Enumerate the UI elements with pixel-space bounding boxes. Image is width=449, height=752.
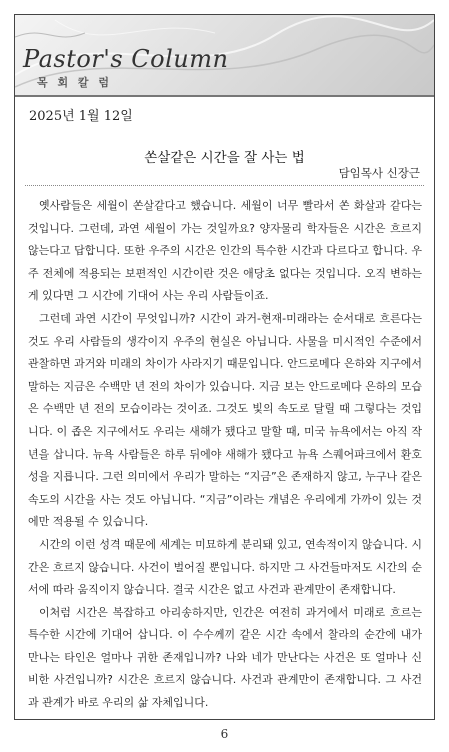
article-paragraph: 옛사람들은 세월이 쏜살같다고 했습니다. 세월이 너무 빨라서 쏜 화살과 같다는 것입니다. 그런데, 과연 세월이 가는 것일까요? 양자물리 학자들은 시간은 흐르지 않는다고 답합니다. 또한 우주의 시간은 인간의 특수한 시간과 다르다고 합니다. 우주 전체에 적용되는 보편적인 시간이란 것은 애당초 없다는 것입니다. 오직 변하는 게 있다면 그 시간에 기대어 사는 우리 사람들이죠.: [28, 199, 422, 303]
article-paragraph: 그런데 과연 시간이 무엇입니까? 시간이 과거-현재-미래라는 순서대로 흐른다는 것도 우리 사람들의 생각이지 우주의 현실은 아닙니다. 사물을 미시적인 수준에서 관찰하면 과거와 미래의 차이가 사라지기 때문입니다. 안드로메다 은하와 지구에서 말하는 지금은 수백만 년 전의 차이가 있습니다. 지금 보는 안드로메다 은하의 모습은 수백만 년 전의 모습이라는 것이죠. 그것도 빛의 속도로 달릴 때 그렇다는 것입니다. 이 좁은 지구에서도 우리는 새해가 됐다고 말할 때, 미국 뉴욕에서는 아직 작년을 삽니다. 뉴욕 사람들은 하루 뒤에야 새해가 됐다고 뉴욕 스퀘어파크에서 환호성을 지릅니다. 그런 의미에서 우리가 말하는 “지금”은 존재하지 않고, 누구나 같은 속도의 시간을 사는 것도 아닙니다. “지금”이라는 개념은 우리에게 가까이 있는 것에만 적용될 수 있습니다.: [28, 311, 422, 529]
page-number: 6: [220, 727, 229, 741]
column-frame: [14, 14, 435, 720]
article-paragraph: 이처럼 시간은 복잡하고 아리송하지만, 인간은 여전히 과거에서 미래로 흐르는 특수한 시간에 기대어 삽니다. 이 수수께끼 같은 시간 속에서 찰라의 순간에 내가 만나는 타인은 얼마나 귀한 존재입니까? 나와 네가 만난다는 사건은 또 얼마나 신비한 사건입니까? 시간은 흐르지 않습니다. 사건과 관계만이 존재합니다. 그 사건과 관계가 바로 우리의 삶 자체입니다.: [28, 605, 422, 710]
column-header: [15, 15, 434, 95]
article-title: 쏜살같은 시간을 잘 사는 법: [144, 150, 305, 166]
column-brand-subtitle: 목 회 칼 럼: [37, 76, 112, 89]
article-author: 담임목사 신장근: [338, 166, 420, 180]
article-date: 2025년 1월 12일: [29, 109, 133, 124]
article-paragraph: 시간의 이런 성격 때문에 세계는 미묘하게 분리돼 있고, 연속적이지 않습니다. 시간은 흐르지 않습니다. 사건이 벌어질 뿐입니다. 하지만 그 사건들마저도 시간의 순서에 따라 움직이지 않습니다. 결국 시간은 없고 사건과 관계만이 존재합니다.: [28, 537, 422, 597]
column-brand-title: Pastor's Column: [23, 45, 229, 73]
article-body: [28, 195, 422, 715]
header-divider: [15, 95, 434, 97]
dotted-divider: [25, 185, 424, 186]
